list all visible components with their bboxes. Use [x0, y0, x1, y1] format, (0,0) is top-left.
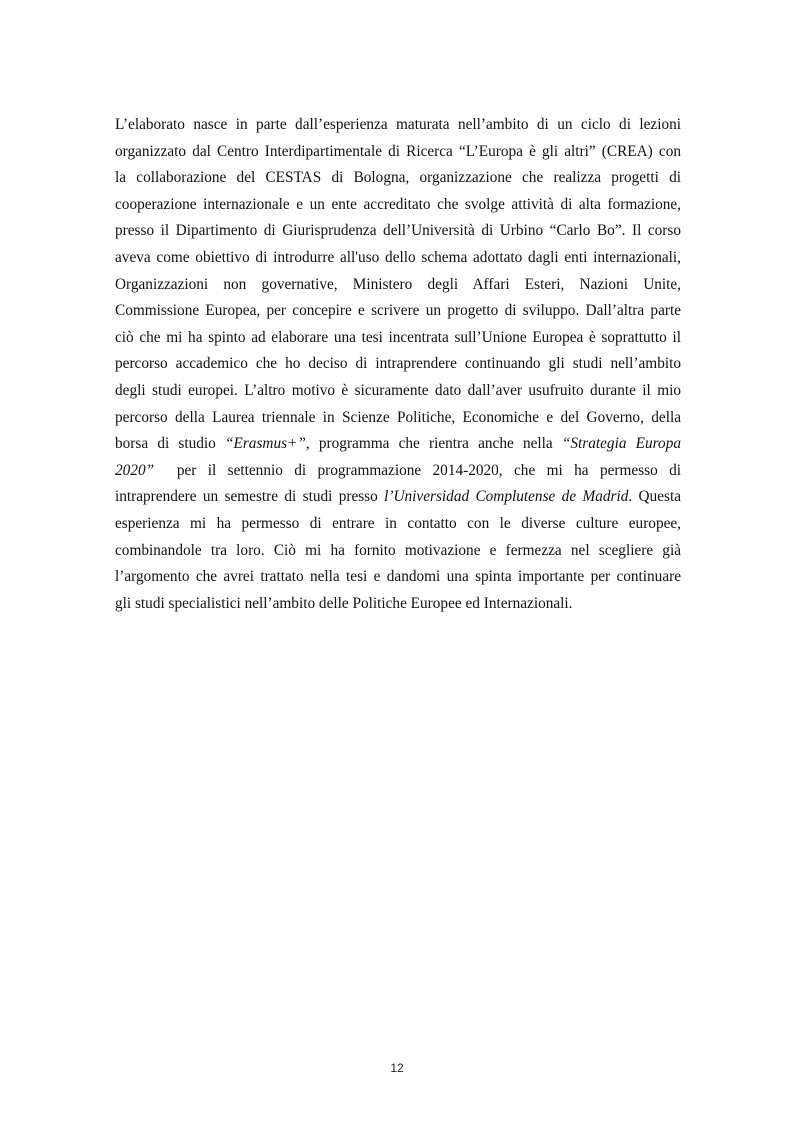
text-line: ciò che mi ha spinto ad elaborare una tesi incentrata sull’Unione Europea è soprattutto il [115, 328, 681, 346]
text-line: Commissione Europea, per concepire e scrivere un progetto di sviluppo. Dall’altra parte [115, 302, 681, 320]
body-paragraph [115, 112, 681, 617]
text-line: Organizzazioni non governative, Ministero degli Affari Esteri, Nazioni Unite, [115, 275, 681, 293]
italic-term: 2020” [115, 461, 155, 479]
text-line: percorso della Laurea triennale in Scienze Politiche, Economiche e del Governo, della [115, 408, 681, 426]
text-line: borsa di studio “Erasmus+”, programma che rientra anche nella “Strategia Europa [115, 435, 681, 453]
text-line: organizzato dal Centro Interdipartimentale di Ricerca “L’Europa è gli altri” (CREA) con [115, 142, 681, 160]
page-number: 12 [390, 1061, 404, 1075]
text-line: intraprendere un semestre di studi presso l’Universidad Complutense de Madrid. Questa [115, 488, 681, 506]
text-line: cooperazione internazionale e un ente accreditato che svolge attività di alta formazione, [115, 195, 681, 213]
text-line: 2020” per il settennio di programmazione 2014-2020, che mi ha permesso di [115, 461, 681, 479]
text-line: combinandole tra loro. Ciò mi ha fornito motivazione e fermezza nel scegliere già [115, 541, 681, 559]
text-line: presso il Dipartimento di Giurisprudenza dell’Università di Urbino “Carlo Bo”. Il corso [115, 222, 681, 240]
text-line: percorso accademico che ho deciso di intraprendere continuando gli studi nell’ambito [115, 355, 681, 373]
text-line: L’elaborato nasce in parte dall’esperienza maturata nell’ambito di un ciclo di lezioni [115, 116, 681, 133]
italic-term: “Strategia Europa [561, 435, 681, 453]
italic-term: l’Universidad Complutense de Madrid [384, 488, 629, 506]
text-line: gli studi specialistici nell’ambito delle Politiche Europee ed Internazionali. [115, 594, 573, 612]
italic-term: “Erasmus+” [225, 435, 306, 453]
text-line: l’argomento che avrei trattato nella tesi e dandomi una spinta importante per continuare [115, 568, 681, 586]
text-line: aveva come obiettivo di introdurre all'uso dello schema adottato dagli enti internazionali, [115, 248, 681, 266]
text-line: esperienza mi ha permesso di entrare in contatto con le diverse culture europee, [115, 514, 681, 532]
text-line: degli studi europei. L’altro motivo è sicuramente dato dall’aver usufruito durante il mio [115, 381, 681, 399]
text-line: la collaborazione del CESTAS di Bologna, organizzazione che realizza progetti di [115, 169, 681, 187]
